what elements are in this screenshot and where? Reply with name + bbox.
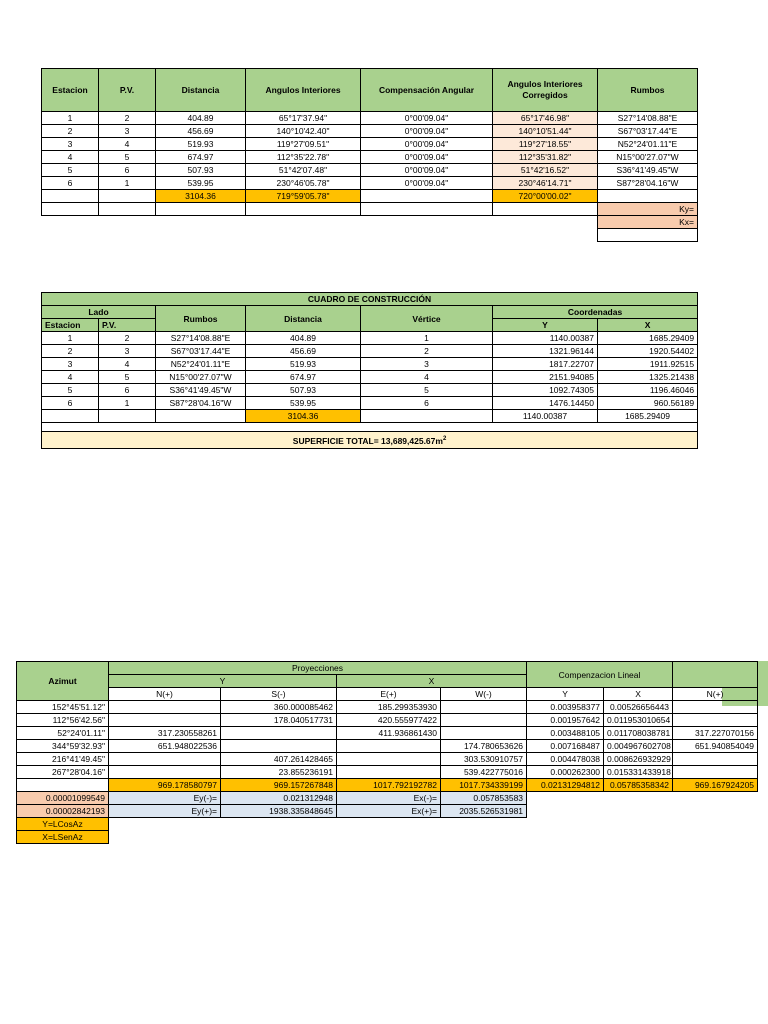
header-estacion: Estacion — [42, 319, 99, 332]
cell — [527, 792, 758, 805]
cell — [42, 423, 698, 432]
table-cell: 6 — [99, 384, 156, 397]
header-compensacion: Compenzacion Lineal — [527, 662, 673, 688]
table-cell: 3 — [42, 358, 99, 371]
header-y: Y — [109, 675, 337, 688]
table-cell: 0.00526656443 — [604, 701, 673, 714]
cell — [42, 190, 99, 203]
cell — [156, 203, 246, 216]
angles-header-row — [42, 69, 698, 112]
table-cell: 0°00'09.04" — [361, 177, 493, 190]
cell — [99, 190, 156, 203]
table-cell: 0°00'09.04" — [361, 138, 493, 151]
table-cell: 5 — [99, 371, 156, 384]
header-x: X — [337, 675, 527, 688]
angles-body — [42, 112, 698, 190]
table-cell: 174.780653626 — [441, 740, 527, 753]
ey-pos-value: 1938.335848645 — [221, 805, 337, 818]
closing-x: 1685.29409 — [598, 410, 698, 423]
k2-value: 0.00002842193 — [17, 805, 109, 818]
table-row — [42, 345, 698, 358]
table-cell: 3 — [42, 138, 99, 151]
table-cell: S27°14'08.88"E — [598, 112, 698, 125]
table-cell — [673, 701, 758, 714]
table-cell: 0.003958377 — [527, 701, 604, 714]
kx-label: Kx= — [598, 216, 698, 229]
table-cell: 185.299353930 — [337, 701, 441, 714]
construction-header-row-1 — [42, 306, 698, 319]
cell — [42, 216, 598, 229]
table-cell: 2 — [99, 332, 156, 345]
cell — [527, 805, 758, 818]
superficie-row — [42, 432, 698, 449]
cell — [493, 203, 598, 216]
header-coordenadas: Coordenadas — [493, 306, 698, 319]
projections-total-row — [17, 779, 758, 792]
table-cell — [337, 753, 441, 766]
header-pv: P.V. — [99, 69, 156, 112]
table-cell: 112°35'31.82" — [493, 151, 598, 164]
table-cell: 0°00'09.04" — [361, 112, 493, 125]
table-cell: 0.004478038 — [527, 753, 604, 766]
table-row — [42, 371, 698, 384]
cell — [156, 410, 246, 423]
table-cell: 407.261428465 — [221, 753, 337, 766]
table-cell: 0.008626932929 — [604, 753, 673, 766]
table-cell: 404.89 — [246, 332, 361, 345]
ex-pos-value: 2035.526531981 — [441, 805, 527, 818]
table-row — [17, 727, 758, 740]
projections-header-row-3 — [17, 688, 758, 701]
table-cell: 51°42'16.52" — [493, 164, 598, 177]
table-cell — [673, 766, 758, 779]
total-comp-x: 0.05785358342 — [604, 779, 673, 792]
table-cell — [109, 753, 221, 766]
table-row — [42, 397, 698, 410]
cell — [361, 190, 493, 203]
table-cell: 3 — [99, 125, 156, 138]
header-lado: Lado — [42, 306, 156, 319]
table-cell: 0°00'09.04" — [361, 151, 493, 164]
ey-neg-value: 0.021312948 — [221, 792, 337, 805]
total-corregidos: 720°00'00.02" — [493, 190, 598, 203]
cell — [17, 779, 109, 792]
ky-label: Ky= — [598, 203, 698, 216]
construction-title: CUADRO DE CONSTRUCCIÓN — [42, 293, 698, 306]
header-proyecciones: Proyecciones — [109, 662, 527, 675]
header-npos: N(+) — [109, 688, 221, 701]
table-cell: 6 — [361, 397, 493, 410]
table-row — [17, 740, 758, 753]
superficie-total: SUPERFICIE TOTAL= $13,689,425.67m^2$ — [42, 432, 698, 449]
table-row — [42, 151, 698, 164]
projections-header-row-1 — [17, 662, 758, 675]
table-cell: 4 — [99, 358, 156, 371]
header-n2: N(+) — [673, 688, 758, 701]
angles-ky-row — [42, 203, 698, 216]
header-epos: E(+) — [337, 688, 441, 701]
table-cell: 1092.74305 — [493, 384, 598, 397]
table-cell: 112°56'42.56" — [17, 714, 109, 727]
cell — [598, 229, 698, 242]
table-cell: 0.004967602708 — [604, 740, 673, 753]
table-cell: N52°24'01.11"E — [156, 358, 246, 371]
table-cell: 1 — [42, 112, 99, 125]
table-cell: 2 — [99, 112, 156, 125]
table-cell: 0.011708038781 — [604, 727, 673, 740]
total-distancia: 3104.36 — [156, 190, 246, 203]
table-cell — [109, 766, 221, 779]
construction-title-row — [42, 293, 698, 306]
table-cell: 651.940854049 — [673, 740, 758, 753]
cell — [109, 818, 758, 831]
table-cell: 178.040517731 — [221, 714, 337, 727]
table-cell — [337, 766, 441, 779]
total-n2: 969.167924205 — [673, 779, 758, 792]
table-row — [42, 332, 698, 345]
formula-y: Y=LCosAz — [17, 818, 109, 831]
table-cell — [441, 701, 527, 714]
ex-neg-label: Ex(-)= — [337, 792, 441, 805]
cell — [42, 203, 99, 216]
table-cell: 317.227070156 — [673, 727, 758, 740]
table-cell: 651.948022536 — [109, 740, 221, 753]
total-npos: 969.178580797 — [109, 779, 221, 792]
cell — [361, 410, 493, 423]
table-cell: 303.530910757 — [441, 753, 527, 766]
table-cell — [221, 740, 337, 753]
table-row — [42, 138, 698, 151]
table-cell: 519.93 — [156, 138, 246, 151]
table-cell: 0.007168487 — [527, 740, 604, 753]
table-cell: 0.001957642 — [527, 714, 604, 727]
table-cell — [221, 727, 337, 740]
table-cell: 230°46'14.71" — [493, 177, 598, 190]
header-angulos-corregidos: Angulos Interiores Corregidos — [493, 69, 598, 112]
table-cell: 0°00'09.04" — [361, 125, 493, 138]
table-cell: 51°42'07.48" — [246, 164, 361, 177]
table-row — [42, 177, 698, 190]
total-epos: 1017.792192782 — [337, 779, 441, 792]
table-cell: S36°41'49.45"W — [156, 384, 246, 397]
table-cell: N15°00'27.07"W — [598, 151, 698, 164]
table-cell: 1 — [99, 177, 156, 190]
table-cell: 0.011953010654 — [604, 714, 673, 727]
table-cell: 5 — [42, 384, 99, 397]
table-row — [17, 714, 758, 727]
angles-total-row — [42, 190, 698, 203]
table-cell: 140°10'42.40" — [246, 125, 361, 138]
table-cell: 507.93 — [246, 384, 361, 397]
total-comp-y: 0.02131294812 — [527, 779, 604, 792]
table-cell: 456.69 — [156, 125, 246, 138]
ey-pos-label: Ey(+)= — [109, 805, 221, 818]
table-cell: 5 — [42, 164, 99, 177]
table-cell: 1196.46046 — [598, 384, 698, 397]
construction-total-row — [42, 410, 698, 423]
header-distancia: Distancia — [246, 306, 361, 332]
table-cell — [673, 714, 758, 727]
ex-pos-label: Ex(+)= — [337, 805, 441, 818]
table-cell: 0.003488105 — [527, 727, 604, 740]
table-cell: 2 — [42, 125, 99, 138]
angles-empty-row — [42, 229, 698, 242]
table-cell: 0.015331433918 — [604, 766, 673, 779]
cell — [99, 410, 156, 423]
projections-error-row-1 — [17, 792, 758, 805]
table-cell: 1685.29409 — [598, 332, 698, 345]
table-cell: 456.69 — [246, 345, 361, 358]
table-cell: 2 — [361, 345, 493, 358]
table-cell: 119°27'18.55" — [493, 138, 598, 151]
table-cell: N52°24'01.11"E — [598, 138, 698, 151]
table-row — [42, 384, 698, 397]
cell — [99, 203, 156, 216]
cell — [42, 229, 598, 242]
table-cell: 1817.22707 — [493, 358, 598, 371]
table-cell: 267°28'04.16" — [17, 766, 109, 779]
table-cell: 3 — [361, 358, 493, 371]
construction-body — [42, 332, 698, 410]
table-row — [42, 164, 698, 177]
total-sneg: 969.157267848 — [221, 779, 337, 792]
table-cell: 539.422775016 — [441, 766, 527, 779]
total-angulos: 719°59'05.78" — [246, 190, 361, 203]
table-cell — [441, 714, 527, 727]
ey-neg-label: Ey(-)= — [109, 792, 221, 805]
table-cell — [441, 727, 527, 740]
table-cell: 6 — [99, 164, 156, 177]
total-wneg: 1017.734339199 — [441, 779, 527, 792]
header-azimut: Azimut — [17, 662, 109, 701]
table-cell: 1476.14450 — [493, 397, 598, 410]
header-pv: P.V. — [99, 319, 156, 332]
table-cell: S27°14'08.88"E — [156, 332, 246, 345]
table-row — [17, 766, 758, 779]
angles-kx-row — [42, 216, 698, 229]
header-comp-y: Y — [527, 688, 604, 701]
k1-value: 0.00001099549 — [17, 792, 109, 805]
header-distancia: Distancia — [156, 69, 246, 112]
table-row — [42, 125, 698, 138]
table-cell: 152°45'51.12" — [17, 701, 109, 714]
header-angulos-interiores: Angulos Interiores — [246, 69, 361, 112]
ex-neg-value: 0.057853583 — [441, 792, 527, 805]
table-row — [42, 112, 698, 125]
header-y: Y — [493, 319, 598, 332]
table-cell: 539.95 — [156, 177, 246, 190]
table-cell — [337, 740, 441, 753]
projections-body — [17, 701, 758, 779]
table-cell: 960.56189 — [598, 397, 698, 410]
table-cell: 674.97 — [156, 151, 246, 164]
header-wneg: W(-) — [441, 688, 527, 701]
table-cell: 4 — [42, 371, 99, 384]
construction-empty-row — [42, 423, 698, 432]
table-cell: 6 — [42, 397, 99, 410]
table-cell: S87°28'04.16"W — [156, 397, 246, 410]
table-cell: 539.95 — [246, 397, 361, 410]
projections-error-row-2 — [17, 805, 758, 818]
table-cell: S67°03'17.44"E — [598, 125, 698, 138]
header-comp-x: X — [604, 688, 673, 701]
header-x: X — [598, 319, 698, 332]
table-cell: 1911.92515 — [598, 358, 698, 371]
formula-row-1 — [17, 818, 758, 831]
angles-table — [41, 68, 698, 242]
table-cell — [109, 701, 221, 714]
table-cell: 411.936861430 — [337, 727, 441, 740]
cell — [42, 410, 99, 423]
header-compensacion: Compensación Angular — [361, 69, 493, 112]
table-cell: 507.93 — [156, 164, 246, 177]
table-cell: 6 — [42, 177, 99, 190]
table-cell: 0.000262300 — [527, 766, 604, 779]
header-blank — [673, 662, 758, 688]
header-sneg: S(-) — [221, 688, 337, 701]
table-cell: S67°03'17.44"E — [156, 345, 246, 358]
construction-table — [41, 292, 698, 449]
table-cell: 1 — [42, 332, 99, 345]
table-cell: 1 — [99, 397, 156, 410]
table-cell — [109, 714, 221, 727]
table-cell: 4 — [42, 151, 99, 164]
table-cell: 2151.94085 — [493, 371, 598, 384]
table-cell: 65°17'46.98" — [493, 112, 598, 125]
table-cell: 65°17'37.94" — [246, 112, 361, 125]
table-cell: 5 — [361, 384, 493, 397]
header-rumbos: Rumbos — [598, 69, 698, 112]
table-row — [42, 358, 698, 371]
header-estacion: Estacion — [42, 69, 99, 112]
table-cell: N15°00'27.07"W — [156, 371, 246, 384]
cell — [109, 831, 758, 844]
table-cell: 344°59'32.93" — [17, 740, 109, 753]
table-cell: 230°46'05.78" — [246, 177, 361, 190]
cell — [361, 203, 493, 216]
table-cell: 0°00'09.04" — [361, 164, 493, 177]
header-vertice: Vértice — [361, 306, 493, 332]
table-cell: 2 — [42, 345, 99, 358]
table-cell — [673, 753, 758, 766]
table-cell: 404.89 — [156, 112, 246, 125]
table-cell: 1 — [361, 332, 493, 345]
table-cell: 420.555977422 — [337, 714, 441, 727]
table-cell: 3 — [99, 345, 156, 358]
cell — [246, 203, 361, 216]
total-distancia: 3104.36 — [246, 410, 361, 423]
table-cell: 23.855236191 — [221, 766, 337, 779]
header-rumbos: Rumbos — [156, 306, 246, 332]
table-cell: 1321.96144 — [493, 345, 598, 358]
formula-x: X=LSenAz — [17, 831, 109, 844]
table-cell: 4 — [361, 371, 493, 384]
table-cell: 112°35'22.78" — [246, 151, 361, 164]
formula-row-2 — [17, 831, 758, 844]
table-cell: 4 — [99, 138, 156, 151]
table-cell: 1325.21438 — [598, 371, 698, 384]
table-row — [17, 701, 758, 714]
table-cell: 140°10'51.44" — [493, 125, 598, 138]
closing-y: 1140.00387 — [493, 410, 598, 423]
table-cell: 1920.54402 — [598, 345, 698, 358]
table-cell: 216°41'49.45" — [17, 753, 109, 766]
table-cell: S87°28'04.16"W — [598, 177, 698, 190]
table-cell: 1140.00387 — [493, 332, 598, 345]
table-cell: 119°27'09.51" — [246, 138, 361, 151]
cell — [598, 190, 698, 203]
table-cell: S36°41'49.45"W — [598, 164, 698, 177]
projections-table — [16, 661, 758, 844]
table-row — [17, 753, 758, 766]
table-cell: 674.97 — [246, 371, 361, 384]
table-cell: 52°24'01.11" — [17, 727, 109, 740]
table-cell: 519.93 — [246, 358, 361, 371]
table-cell: 5 — [99, 151, 156, 164]
table-cell: 317.230558261 — [109, 727, 221, 740]
table-cell: 360.000085462 — [221, 701, 337, 714]
